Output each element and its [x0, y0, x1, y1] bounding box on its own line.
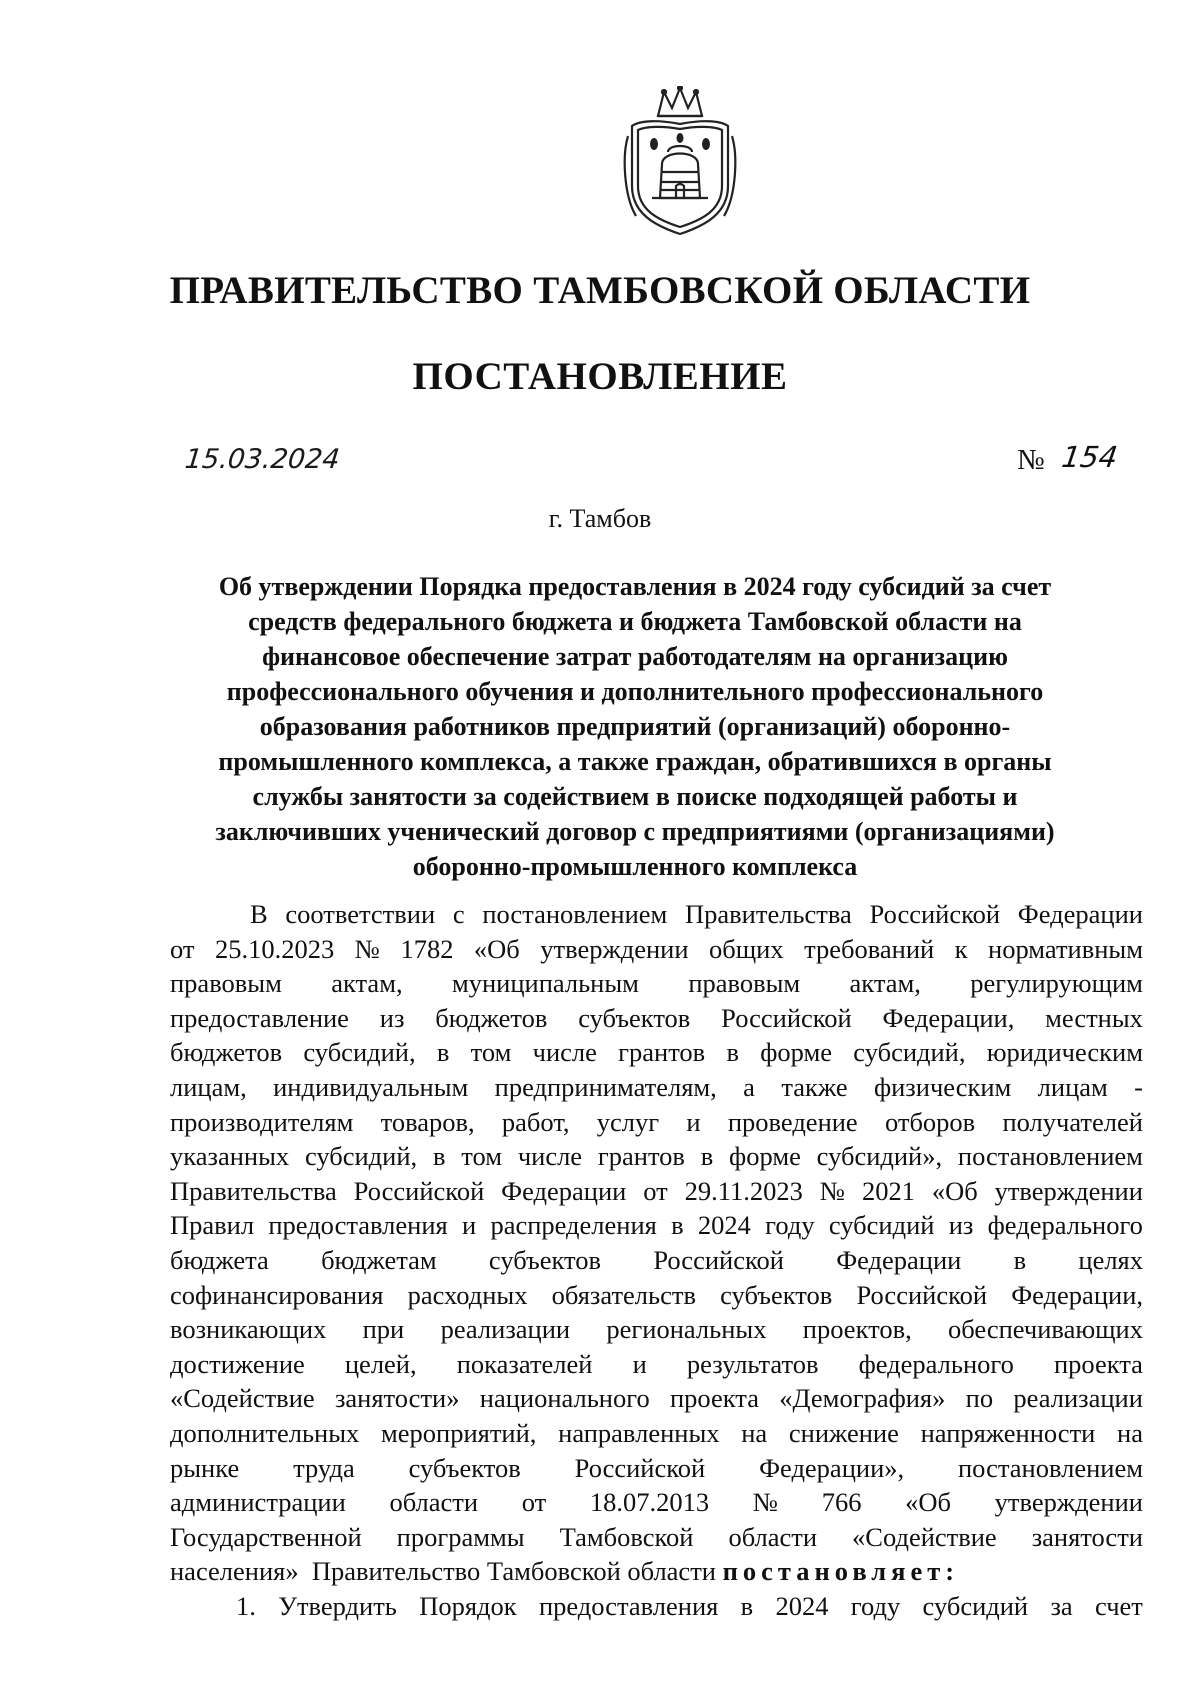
word: числе	[517, 1141, 583, 1172]
word: программы	[396, 1521, 525, 1552]
word: году	[765, 1210, 815, 1241]
subject-line: профессионального обучения и дополнительного профессионального	[226, 677, 1044, 706]
word: бюджетов	[435, 1002, 548, 1033]
number-label: №	[1017, 444, 1045, 476]
body-line	[170, 1243, 1143, 1278]
word: в	[1013, 1244, 1027, 1275]
word: «Об	[905, 1487, 951, 1518]
word: №	[354, 933, 380, 964]
word: 2024	[775, 1590, 829, 1621]
word: числе	[532, 1037, 597, 1068]
word: утверждении	[994, 1487, 1143, 1518]
word: также	[781, 1071, 848, 1102]
word: лицам,	[170, 1071, 247, 1102]
word: показателей	[456, 1348, 593, 1379]
word: труда	[293, 1452, 355, 1483]
word: возникающих	[170, 1314, 327, 1345]
subject-line: заключивших ученический договор с предприятиями (организациями)	[215, 817, 1055, 846]
body-line	[170, 897, 1143, 932]
word: обеспечивающих	[948, 1314, 1143, 1345]
word: Тамбовской	[559, 1521, 694, 1552]
word: проекта	[1053, 1348, 1143, 1379]
body-line	[170, 1347, 1143, 1382]
body-line	[170, 1208, 1143, 1243]
word: Федерации	[836, 1244, 962, 1275]
word: 1782	[400, 933, 454, 964]
word: индивидуальным	[273, 1071, 469, 1102]
word: В	[250, 899, 268, 929]
word: актам,	[331, 968, 403, 999]
body-line	[170, 1451, 1143, 1486]
word: правовым	[688, 968, 801, 999]
word: 29.11.2023	[684, 1175, 803, 1206]
word: и	[686, 1106, 701, 1137]
word: достижение	[170, 1348, 305, 1379]
word: обязательств	[551, 1279, 696, 1310]
word: бюджетов	[170, 1037, 283, 1068]
word: Правил	[170, 1210, 255, 1241]
word: проекта	[670, 1383, 759, 1414]
word: бюджета	[170, 1244, 269, 1275]
word: общих	[709, 933, 784, 964]
word: Российской	[574, 1452, 706, 1483]
word: грантов	[618, 1037, 706, 1068]
word: производителям	[170, 1106, 354, 1137]
word: на	[1117, 1417, 1143, 1448]
word: №	[752, 1487, 779, 1518]
word: предоставления	[268, 1210, 448, 1241]
body-line	[170, 1312, 1143, 1347]
word: соответствии	[285, 899, 436, 929]
word: Федерации,	[1011, 1279, 1143, 1310]
body-line	[170, 1001, 1143, 1036]
body-line	[170, 1139, 1143, 1174]
word: по	[965, 1383, 994, 1414]
word: распределения	[490, 1210, 657, 1241]
word: субъектов	[408, 1452, 521, 1483]
body-line	[170, 1174, 1143, 1209]
word: форме	[760, 1037, 833, 1068]
word: 2021	[861, 1175, 915, 1206]
body-line	[170, 1070, 1143, 1105]
word: указанных	[170, 1141, 290, 1172]
word: Утвердить	[278, 1590, 397, 1621]
word: расходных	[407, 1279, 528, 1310]
word: с	[452, 899, 465, 929]
word: Правительства	[170, 1175, 337, 1206]
word: проектов,	[802, 1314, 912, 1345]
word: от	[643, 1175, 668, 1206]
word: «Об	[473, 933, 520, 964]
word: федерального	[858, 1348, 1014, 1379]
word: «Содействие	[852, 1521, 997, 1552]
word: форме	[729, 1141, 801, 1172]
body-line	[170, 1105, 1143, 1140]
word: а	[743, 1071, 755, 1102]
word: субсидий	[922, 1590, 1029, 1621]
subject-line: промышленного комплекса, а также граждан, обратившихся в органы	[218, 747, 1052, 776]
word: регулирующим	[970, 968, 1143, 999]
word: Российской	[721, 1002, 852, 1033]
resolve-word: постановляет	[722, 1556, 946, 1587]
word: мероприятий,	[381, 1417, 537, 1448]
word: субсидий»,	[816, 1141, 943, 1172]
word: субсидий,	[304, 1141, 418, 1172]
word: лицам	[1037, 1071, 1108, 1102]
word: Порядок	[419, 1590, 517, 1621]
word: требований	[804, 933, 935, 964]
word: «Демография»	[779, 1383, 946, 1414]
word: 2024	[697, 1210, 751, 1241]
word: «Содействие	[170, 1383, 315, 1414]
word: 25.10.2023	[214, 933, 335, 964]
subject-line: средств федерального бюджета и бюджета Тамбовской области на	[248, 607, 1022, 636]
document-type: ПОСТАНОВЛЕНИЕ	[412, 355, 788, 398]
word: реализации	[440, 1314, 571, 1345]
word: постановлением	[482, 899, 668, 929]
word: утверждении	[994, 1175, 1143, 1206]
word: нормативным	[988, 933, 1143, 964]
body-last-line	[170, 1554, 1143, 1589]
word: бюджетам	[321, 1244, 437, 1275]
subject-line: оборонно-промышленного комплекса	[412, 852, 858, 881]
word: из	[948, 1210, 974, 1241]
word: дополнительных	[170, 1417, 360, 1448]
word: физическим	[873, 1071, 1012, 1102]
word: Российской	[353, 1175, 485, 1206]
word: в	[740, 1590, 754, 1621]
word: муниципальным	[451, 968, 639, 999]
word: целей,	[344, 1348, 417, 1379]
word: Федерации	[1017, 899, 1143, 929]
word: при	[362, 1314, 405, 1345]
word: услуг	[596, 1106, 660, 1137]
government-name: ПРАВИТЕЛЬСТВО ТАМБОВСКОЙ ОБЛАСТИ	[169, 269, 1031, 312]
word: софинансирования	[170, 1279, 384, 1310]
word: отборов	[884, 1106, 976, 1137]
word: -	[1134, 1071, 1143, 1102]
body-line	[170, 1416, 1143, 1451]
body-line	[170, 1520, 1143, 1555]
word: в	[671, 1210, 684, 1241]
subject-line: образования работников предприятий (организаций) оборонно-	[259, 712, 1011, 741]
word: предпринимателям,	[494, 1071, 717, 1102]
word: субъектов	[720, 1279, 833, 1310]
word: постановлением	[958, 1452, 1143, 1483]
word: Правительства	[685, 899, 852, 929]
word: Российской	[653, 1244, 784, 1275]
city: г. Тамбов	[548, 504, 652, 533]
word: занятости	[1031, 1521, 1143, 1552]
word: рынке	[170, 1452, 240, 1483]
word: утверждении	[540, 933, 689, 964]
word: федерального	[987, 1210, 1143, 1241]
word: предоставление	[170, 1002, 349, 1033]
body-line	[170, 1035, 1143, 1070]
subject-line: Об утверждении Порядка предоставления в 2024 году субсидий за счет	[218, 572, 1052, 601]
subject-line: службы занятости за содействием в поиске подходящей работы и	[252, 782, 1018, 811]
item-1	[170, 1589, 1143, 1624]
word: товаров,	[380, 1106, 475, 1137]
word: и	[632, 1348, 647, 1379]
subject-line: финансовое обеспечение затрат работодателям на организацию	[262, 642, 1008, 671]
word: региональных	[606, 1314, 767, 1345]
body-line	[170, 1485, 1143, 1520]
word: в	[726, 1037, 739, 1068]
word: том	[461, 1141, 503, 1172]
word: национального	[479, 1383, 650, 1414]
word: области	[728, 1521, 818, 1552]
word: снижение	[788, 1417, 899, 1448]
coat-of-arms-icon	[620, 86, 740, 238]
word: к	[954, 933, 968, 964]
word: году	[850, 1590, 901, 1621]
word: местных	[1045, 1002, 1143, 1033]
word: 1.	[236, 1590, 256, 1621]
word: напряженности	[920, 1417, 1096, 1448]
word: постановлением	[957, 1141, 1143, 1172]
word: в	[700, 1141, 714, 1172]
word: администрации	[170, 1487, 346, 1518]
word: за	[1050, 1590, 1073, 1621]
word: из	[379, 1002, 405, 1033]
body-line-text: населения» Правительство Тамбовской области	[170, 1556, 723, 1587]
word: Государственной	[170, 1521, 362, 1552]
word: получателей	[1002, 1106, 1143, 1137]
word: работ,	[501, 1106, 570, 1137]
word: актам,	[849, 968, 921, 999]
word: направленных	[558, 1417, 720, 1448]
document-number: 154	[1059, 440, 1120, 474]
word: реализации	[1013, 1383, 1143, 1414]
word: целях	[1078, 1244, 1143, 1275]
word: счет	[1094, 1590, 1143, 1621]
document-subject	[195, 569, 1075, 884]
document-body	[170, 897, 1143, 1623]
word: юридическим	[986, 1037, 1143, 1068]
word: предоставления	[538, 1590, 719, 1621]
word: занятости»	[334, 1383, 460, 1414]
word: правовым	[170, 968, 282, 999]
word: том	[470, 1037, 512, 1068]
word: результатов	[686, 1348, 819, 1379]
word: Федерации,	[882, 1002, 1015, 1033]
word: №	[819, 1175, 846, 1206]
word: Российской	[856, 1279, 988, 1310]
body-line	[170, 1278, 1143, 1313]
resolve-colon: :	[945, 1556, 955, 1587]
word: грантов	[597, 1141, 685, 1172]
word: от	[521, 1487, 547, 1518]
body-line	[170, 966, 1143, 1001]
word: «Об	[931, 1175, 978, 1206]
body-line	[170, 1381, 1143, 1416]
word: от	[170, 933, 195, 964]
word: субъектов	[578, 1002, 691, 1033]
word: Федерации»,	[759, 1452, 905, 1483]
word: проведение	[727, 1106, 858, 1137]
word: в	[432, 1141, 446, 1172]
word: 18.07.2013	[589, 1487, 710, 1518]
word: и	[461, 1210, 477, 1241]
word: на	[741, 1417, 768, 1448]
word: в	[436, 1037, 450, 1068]
word: субсидий,	[303, 1037, 416, 1068]
word: Федерации	[501, 1175, 627, 1206]
body-line	[170, 932, 1143, 967]
word: области	[389, 1487, 479, 1518]
word: 766	[821, 1487, 862, 1518]
word: субсидий	[828, 1210, 935, 1241]
document-date: 15.03.2024	[183, 444, 342, 475]
word: Российской	[869, 899, 1001, 929]
word: субъектов	[488, 1244, 602, 1275]
word: субсидий,	[853, 1037, 966, 1068]
